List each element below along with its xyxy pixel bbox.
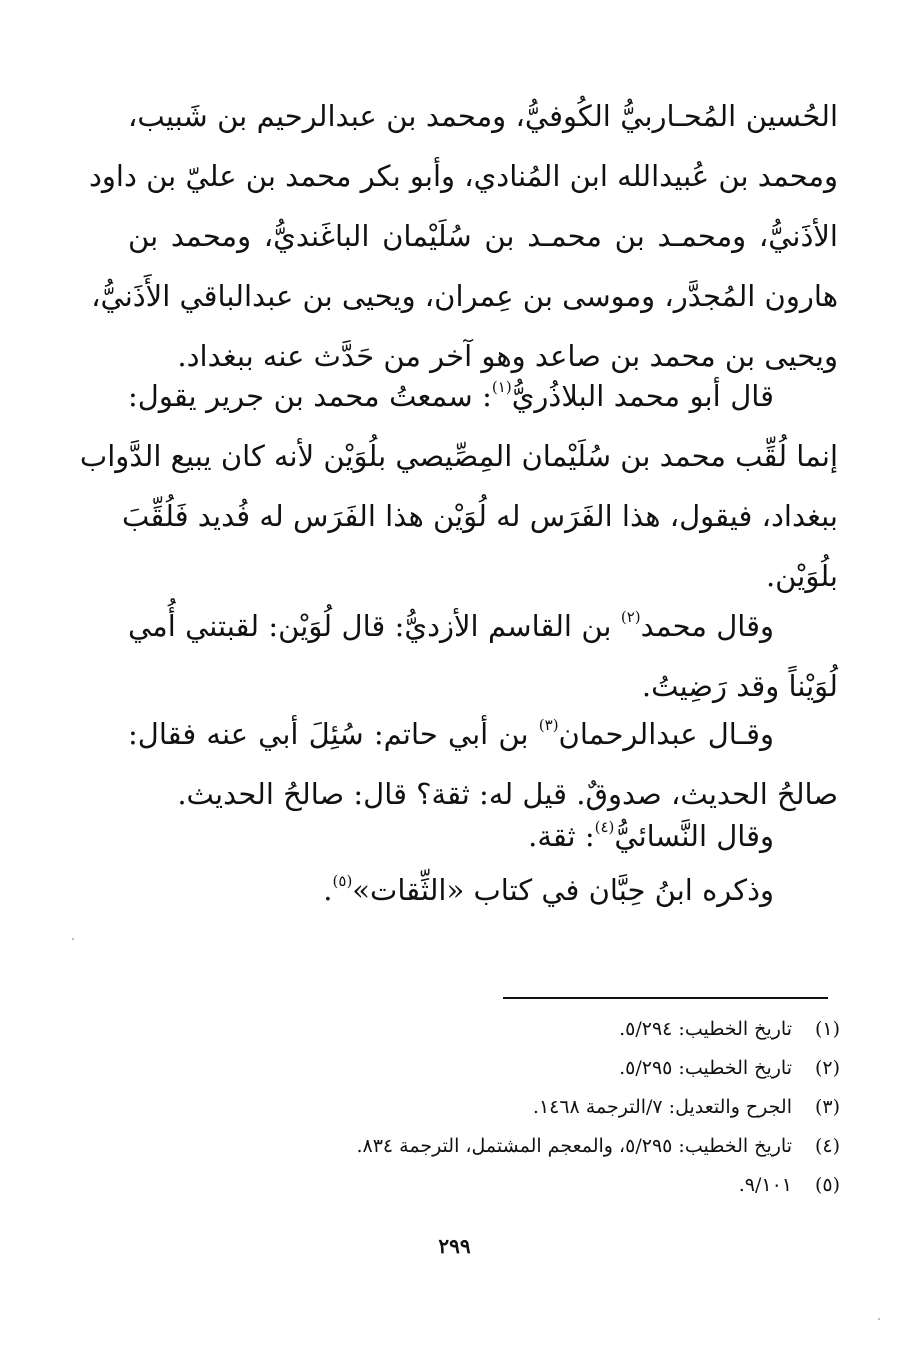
scan-speck	[72, 938, 74, 940]
footnote-marker: (٥)	[332, 872, 353, 890]
footnote-number: (١)	[814, 1018, 840, 1040]
footnote-separator	[503, 997, 828, 999]
body-line	[128, 596, 838, 656]
footnote-marker: (٤)	[594, 818, 615, 836]
footnote-number: (٤)	[814, 1135, 840, 1157]
paragraph-ibn-hibban	[128, 860, 838, 920]
paragraph-narrators-list	[89, 86, 838, 386]
body-line: ومحمد بن عُبيدالله ابن المُنادي، وأبو بكر محمد بن عليّ بن داود	[89, 159, 838, 193]
footnote-text: تاريخ الخطيب: ٥/٢٩٥، والمعجم المشتمل، الترجمة ٨٣٤.	[356, 1135, 792, 1157]
paragraph-nasai	[128, 806, 838, 866]
body-line: صالحُ الحديث، صدوقٌ. قيل له: ثقة؟ قال: صالحُ الحديث.	[177, 777, 838, 811]
footnote	[250, 1166, 840, 1205]
body-line: هارون المُجدَّر، وموسى بن عِمران، ويحيى بن عبدالباقي الأَذَنيُّ،	[91, 279, 838, 313]
text-span: قال أبو محمد البلاذُريُّ	[511, 379, 774, 413]
body-line: إنما لُقِّب محمد بن سُلَيْمان المِصِّيصي بلُوَيْن لأنه كان يبيع الدَّواب	[79, 439, 838, 473]
footnotes	[250, 1010, 840, 1205]
body-line: لُوَيْناً وقد رَضِيتُ.	[641, 669, 838, 703]
footnote-number: (٢)	[814, 1057, 840, 1079]
body-line: ببغداد، فيقول، هذا الفَرَس له لُوَيْن هذا الفَرَس له فُديد فَلُقِّبَ	[121, 499, 838, 533]
footnote-marker: (٣)	[538, 716, 559, 734]
text-span: : ثقة.	[528, 819, 595, 853]
footnote-number: (٥)	[814, 1174, 840, 1196]
text-span: وقال النَّسائيُّ	[614, 819, 774, 853]
footnote-number: (٣)	[814, 1096, 840, 1118]
page-number: ٢٩٩	[438, 1234, 471, 1258]
body-line: ويحيى بن محمد بن صاعد وهو آخر من حَدَّث عنه ببغداد.	[177, 339, 838, 373]
body-line	[128, 366, 838, 426]
footnote-marker: (١)	[491, 378, 512, 396]
body-line	[128, 860, 838, 920]
text-span: وقال محمد	[640, 609, 774, 643]
text-span: بن أبي حاتم: سُئِلَ أبي عنه فقال:	[128, 717, 539, 751]
body-line: بلُوَيْن.	[765, 559, 838, 593]
body-line: الحُسين المُحـاربيُّ الكُوفيُّ، ومحمد بن عبدالرحيم بن شَبيب،	[128, 99, 838, 133]
body-line: الأذَنيُّ، ومحمـد بن محمـد بن سُلَيْمان الباغَنديُّ، ومحمد بن	[128, 219, 838, 253]
footnote-text: ٩/١٠١.	[738, 1174, 792, 1196]
text-span: وقـال عبدالرحمان	[558, 717, 774, 751]
footnote-text: تاريخ الخطيب: ٥/٢٩٤.	[619, 1018, 792, 1040]
footnote-text: تاريخ الخطيب: ٥/٢٩٥.	[619, 1057, 792, 1079]
body-line	[128, 704, 838, 764]
paragraph-baladhuri	[79, 366, 838, 606]
text-span: بن القاسم الأزديُّ: قال لُوَيْن: لقبتني أُمي	[128, 609, 621, 643]
footnote	[250, 1049, 840, 1088]
paragraph-azdi	[128, 596, 838, 716]
footnote-marker: (٢)	[620, 608, 641, 626]
footnote	[250, 1010, 840, 1049]
footnote	[250, 1127, 840, 1166]
text-span: : سمعتُ محمد بن جرير يقول:	[128, 379, 492, 413]
scan-speck	[878, 1318, 880, 1320]
text-span: وذكره ابنُ حِبَّان في كتاب «الثِّقات»	[352, 873, 774, 907]
text-span: .	[323, 873, 333, 907]
footnote-text: الجرح والتعديل: ٧/الترجمة ١٤٦٨.	[532, 1096, 792, 1118]
body-line	[128, 806, 838, 866]
footnote	[250, 1088, 840, 1127]
